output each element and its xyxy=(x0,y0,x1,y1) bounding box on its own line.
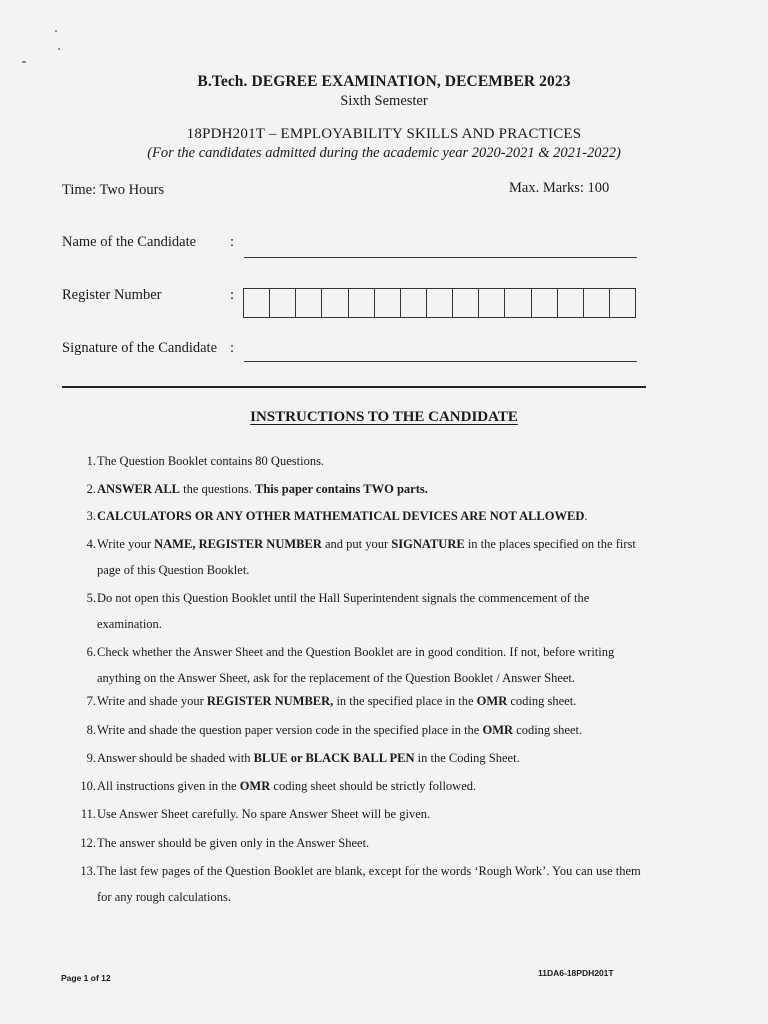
instruction-item xyxy=(72,688,654,714)
register-digit-box xyxy=(296,289,322,317)
instruction-text-run: in the Coding Sheet. xyxy=(414,751,520,765)
instructions-heading: INSTRUCTIONS TO THE CANDIDATE xyxy=(250,409,518,425)
instruction-text xyxy=(97,858,654,910)
instruction-item xyxy=(72,858,654,910)
instruction-text-bold: OMR xyxy=(482,723,514,737)
instruction-text-bold: This paper contains TWO parts. xyxy=(255,482,428,496)
instruction-text-run: in the places specified on the first page of this Question Booklet. xyxy=(97,537,636,577)
register-digit-box xyxy=(558,289,584,317)
instruction-text-run: Write and shade the question paper version code in the specified place in the xyxy=(97,723,483,737)
instruction-text-bold: CALCULATORS OR ANY OTHER MATHEMATICAL DEVICES ARE NOT ALLOWED xyxy=(97,509,585,523)
instruction-text xyxy=(97,801,654,827)
name-label: Name of the Candidate xyxy=(62,234,197,250)
instruction-number: 7. xyxy=(86,694,96,708)
register-digit-box xyxy=(322,289,348,317)
paper-code: 11DA6-18PDH201T xyxy=(538,968,614,978)
instruction-text xyxy=(97,773,654,799)
instruction-number: 8. xyxy=(86,723,96,737)
instruction-text-run: in the specified place in the xyxy=(333,694,477,708)
instruction-item xyxy=(72,639,654,691)
exam-title: B.Tech. DEGREE EXAMINATION, DECEMBER 2023 xyxy=(197,73,571,90)
register-label: Register Number xyxy=(62,287,162,303)
scan-speck xyxy=(58,48,60,50)
instruction-text-bold: NAME, REGISTER NUMBER xyxy=(154,537,322,551)
section-divider xyxy=(62,386,646,388)
instruction-text xyxy=(97,639,654,691)
name-colon: : xyxy=(230,234,235,250)
register-number-boxes xyxy=(243,288,636,318)
register-digit-box xyxy=(532,289,558,317)
instruction-item xyxy=(72,503,654,529)
instruction-text-run: Answer should be shaded with xyxy=(97,751,254,765)
instruction-item xyxy=(72,745,654,771)
instruction-item xyxy=(72,830,654,856)
instruction-text xyxy=(97,476,654,502)
instruction-number: 5. xyxy=(86,591,96,605)
register-digit-box xyxy=(401,289,427,317)
scan-speck xyxy=(22,61,26,63)
instruction-item xyxy=(72,448,654,474)
instruction-number: 4. xyxy=(86,537,96,551)
instruction-number: 10. xyxy=(80,779,96,793)
instruction-text xyxy=(97,585,654,637)
instruction-text xyxy=(97,503,654,529)
register-digit-box xyxy=(270,289,296,317)
instruction-text xyxy=(97,448,654,474)
exam-duration: Time: Two Hours xyxy=(62,182,165,198)
signature-label: Signature of the Candidate xyxy=(62,340,218,356)
instruction-text-run: coding sheet should be strictly followed. xyxy=(270,779,477,793)
instruction-text-run: The Question Booklet contains 80 Questions. xyxy=(97,454,325,468)
instruction-text-bold: OMR xyxy=(239,779,271,793)
register-digit-box xyxy=(375,289,401,317)
instruction-text-run: Do not open this Question Booklet until the Hall Superintendent signals the commencement of the examination. xyxy=(97,591,590,631)
instruction-number: 3. xyxy=(86,509,96,523)
instruction-number: 2. xyxy=(86,482,96,496)
name-field-line xyxy=(244,257,637,258)
signature-colon: : xyxy=(230,340,235,356)
register-digit-box xyxy=(427,289,453,317)
instruction-text-run: All instructions given in the xyxy=(97,779,240,793)
instruction-text xyxy=(97,688,654,714)
register-digit-box xyxy=(349,289,375,317)
semester: Sixth Semester xyxy=(340,93,428,109)
register-digit-box xyxy=(479,289,505,317)
instruction-number: 12. xyxy=(80,836,96,850)
instruction-text-run: Use Answer Sheet carefully. No spare Answer Sheet will be given. xyxy=(97,807,431,821)
instruction-text-run: coding sheet. xyxy=(513,723,583,737)
instruction-text-run: Check whether the Answer Sheet and the Question Booklet are in good condition. If not, before writing anything on the Answer Sheet, ask for the replacement of the Question Booklet / Answer Sheet. xyxy=(97,645,615,685)
instruction-text-run: The last few pages of the Question Booklet are blank, except for the words ‘Rough Work’. You can use them for any rough calculations. xyxy=(97,864,641,904)
admission-note: (For the candidates admitted during the academic year 2020-2021 & 2021-2022) xyxy=(147,145,621,161)
instruction-item xyxy=(72,717,654,743)
instruction-text-run: Write your xyxy=(97,537,155,551)
instruction-text-bold: REGISTER NUMBER, xyxy=(206,694,334,708)
instruction-number: 13. xyxy=(80,864,96,878)
instruction-text xyxy=(97,745,654,771)
register-digit-box xyxy=(610,289,635,317)
instruction-text-run: the questions. xyxy=(180,482,256,496)
register-digit-box xyxy=(505,289,531,317)
instruction-number: 6. xyxy=(86,645,96,659)
course-title: 18PDH201T – EMPLOYABILITY SKILLS AND PRACTICES xyxy=(186,126,582,142)
instruction-text-run: and put your xyxy=(321,537,392,551)
instruction-text-bold: SIGNATURE xyxy=(391,537,465,551)
instruction-item xyxy=(72,531,654,583)
instruction-number: 9. xyxy=(86,751,96,765)
instruction-item xyxy=(72,773,654,799)
instruction-text-bold: BLUE or BLACK BALL PEN xyxy=(253,751,415,765)
instruction-text xyxy=(97,717,654,743)
instruction-text-bold: OMR xyxy=(476,694,508,708)
register-digit-box xyxy=(584,289,610,317)
instruction-item xyxy=(72,585,654,637)
instruction-text-run: . xyxy=(584,509,588,523)
instruction-text-bold: ANSWER ALL xyxy=(97,482,181,496)
instruction-text-run: Write and shade your xyxy=(97,694,207,708)
instruction-item xyxy=(72,801,654,827)
page-number: Page 1 of 12 xyxy=(61,973,111,983)
signature-field-line xyxy=(244,361,637,362)
instruction-number: 1. xyxy=(86,454,96,468)
instruction-text-run: The answer should be given only in the Answer Sheet. xyxy=(97,836,370,850)
instruction-item xyxy=(72,476,654,502)
register-colon: : xyxy=(230,287,235,303)
instruction-text-run: coding sheet. xyxy=(507,694,577,708)
register-digit-box xyxy=(453,289,479,317)
register-digit-box xyxy=(244,289,270,317)
instruction-number: 11. xyxy=(80,807,96,821)
instruction-text xyxy=(97,830,654,856)
instruction-text xyxy=(97,531,654,583)
scan-speck xyxy=(55,30,57,32)
max-marks: Max. Marks: 100 xyxy=(509,180,610,196)
